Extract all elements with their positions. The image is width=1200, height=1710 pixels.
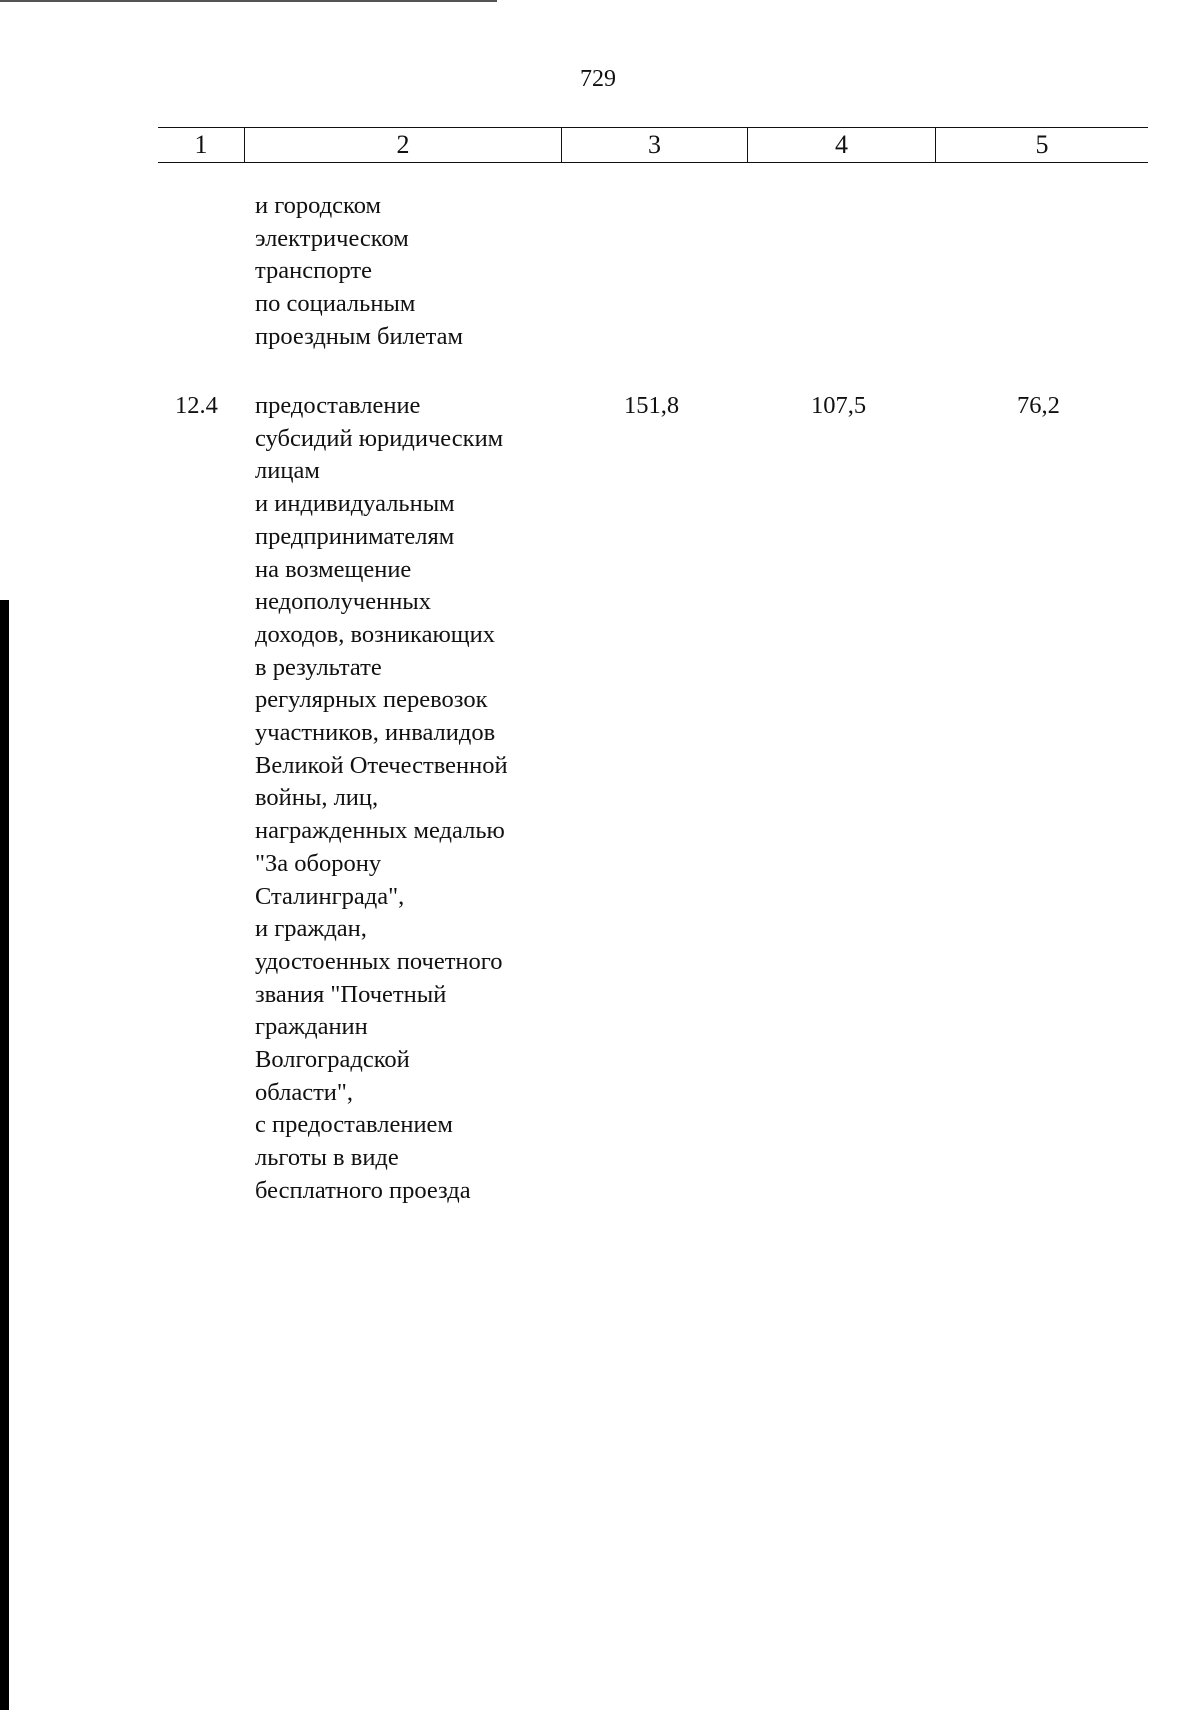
text-line: и городском (255, 192, 382, 219)
text-line: гражданин (255, 1013, 368, 1041)
text-line: недополученных (255, 588, 432, 616)
row-description (255, 390, 508, 1208)
text-line: проездным билетам (255, 322, 464, 350)
text-line: лицам (255, 457, 320, 485)
text-line: электрическом (255, 224, 409, 252)
text-line: звания "Почетный (255, 980, 447, 1008)
scan-edge-top (0, 0, 497, 2)
header-cell-2: 2 (244, 128, 561, 162)
text-line: области", (255, 1078, 354, 1106)
text-line: регулярных перевозок (255, 686, 488, 714)
header-cell-4: 4 (747, 128, 935, 162)
continued-row-description (255, 190, 463, 354)
text-line: и индивидуальным (255, 490, 455, 518)
page-number: 729 (580, 66, 616, 92)
text-line: доходов, возникающих (255, 620, 495, 648)
text-line: предоставление (255, 392, 421, 419)
text-line: по социальным (255, 290, 416, 318)
text-line: с предоставлением (255, 1111, 453, 1139)
text-line: Волгоградской (255, 1046, 410, 1074)
row-value-col5: 76,2 (1017, 392, 1060, 419)
row-value-col3: 151,8 (624, 392, 680, 419)
text-line: Сталинграда", (255, 882, 405, 910)
table-header-row (158, 127, 1148, 163)
text-line: награжденных медалью (255, 817, 505, 845)
row-value-col4: 107,5 (811, 392, 867, 419)
header-cell-5: 5 (935, 128, 1148, 162)
header-cell-1: 1 (194, 130, 208, 159)
header-cell-3: 3 (561, 128, 747, 162)
text-line: в результате (255, 653, 382, 681)
text-line: субсидий юридическим (255, 424, 504, 452)
row-number: 12.4 (175, 392, 218, 419)
text-line: и граждан, (255, 915, 367, 943)
text-line: войны, лиц, (255, 784, 379, 812)
scan-edge-left (0, 600, 9, 1710)
text-line: на возмещение (255, 555, 412, 583)
text-line: бесплатного проезда (255, 1176, 471, 1204)
text-line: "За оборону (255, 849, 382, 877)
text-line: Великой Отечественной (255, 751, 508, 779)
text-line: транспорте (255, 257, 372, 285)
text-line: участников, инвалидов (255, 719, 496, 747)
text-line: льготы в виде (255, 1144, 399, 1172)
text-line: предпринимателям (255, 522, 455, 550)
text-line: удостоенных почетного (255, 947, 503, 975)
